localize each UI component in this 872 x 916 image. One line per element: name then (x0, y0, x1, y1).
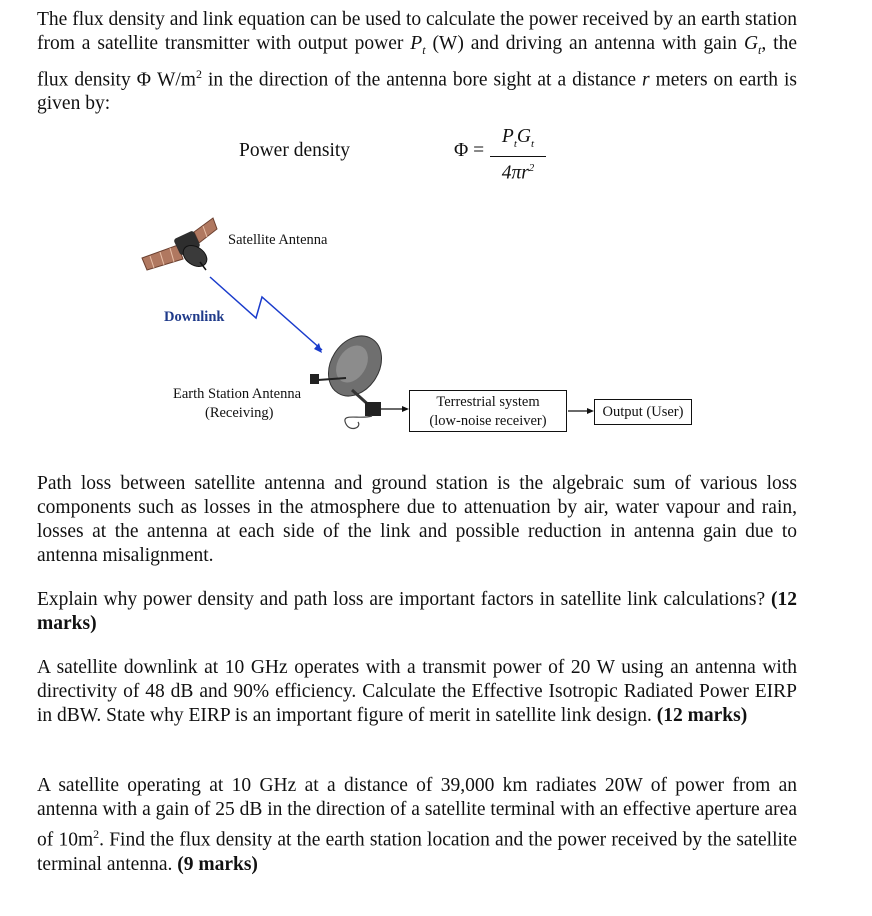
question-3-text-a: A satellite operating at 10 GHz at a distance of 39,000 km radiates 20W of power from an antenna with a gain of 25 dB in the direction of a satellite terminal with an effective aperture area of 10m (37, 775, 797, 851)
output-user-box: Output (User) (594, 399, 692, 425)
question-2 (37, 656, 797, 728)
terrestrial-system-box (409, 390, 567, 432)
question-1-text: Explain why power density and path loss are important factors in satellite link calculations? (37, 589, 771, 610)
earth-station-label-line2: (Receiving) (205, 405, 274, 421)
downlink-label: Downlink (164, 309, 225, 325)
intro-text-5: meters on earth is given by: (37, 69, 797, 115)
question-2-text: A satellite downlink at 10 GHz operates with a transmit power of 20 W using an antenna with directivity of 48 dB and 90% efficiency. Calculate the Effective Isotropic Radiated Power EIRP in dBW. State why EIRP is an important figure of merit in satellite link design. (37, 657, 797, 726)
question-3-text-b: . Find the flux density at the earth station location and the power received by the satellite terminal antenna. (37, 829, 797, 875)
intro-text-3: , the flux density Φ W/m (37, 33, 797, 91)
intro-text-2: (W) and driving an antenna with gain (425, 33, 744, 54)
squared-exponent: 2 (195, 66, 202, 81)
question-3-marks: (9 marks) (177, 853, 258, 875)
power-density-label: Power density (239, 140, 351, 161)
question-1 (37, 588, 797, 636)
formula-numerator: $P_tG_t$ (490, 126, 546, 157)
satellite-antenna-label: Satellite Antenna (228, 232, 328, 248)
question-3-squared: 2 (93, 827, 100, 841)
terrestrial-line2: (low-noise receiver) (429, 413, 547, 429)
question-3 (37, 774, 797, 877)
formula-denominator: $4\pi r^2$ (501, 161, 535, 184)
satellite-icon (142, 218, 217, 271)
intro-text-1: The flux density and link equation can be used to calculate the power received by an earth station from a satellite transmitter with output power (37, 9, 797, 54)
r-symbol: r (641, 69, 650, 91)
path-loss-paragraph: Path loss between satellite antenna and ground station is the algebraic sum of various loss components such as losses in the atmosphere due to attenuation by air, water vapour and rain, losses at the antenna at each side of the link and possible reduction in antenna gain due to antenna misalignment. (37, 473, 797, 566)
question-1-marks: (12 marks) (37, 589, 797, 634)
question-2-marks: (12 marks) (656, 705, 748, 726)
terrestrial-line1: Terrestrial system (436, 394, 540, 410)
gt-symbol: $G_t$ (743, 33, 762, 57)
earth-station-label (173, 385, 323, 423)
flux-symbol: Φ = (454, 140, 485, 161)
earth-station-label-line1: Earth Station Antenna (173, 386, 302, 402)
intro-text-4: in the direction of the antenna bore sight at a distance (201, 69, 642, 91)
downlink-arrow (210, 277, 322, 353)
pt-symbol: $P_t$ (410, 33, 426, 57)
